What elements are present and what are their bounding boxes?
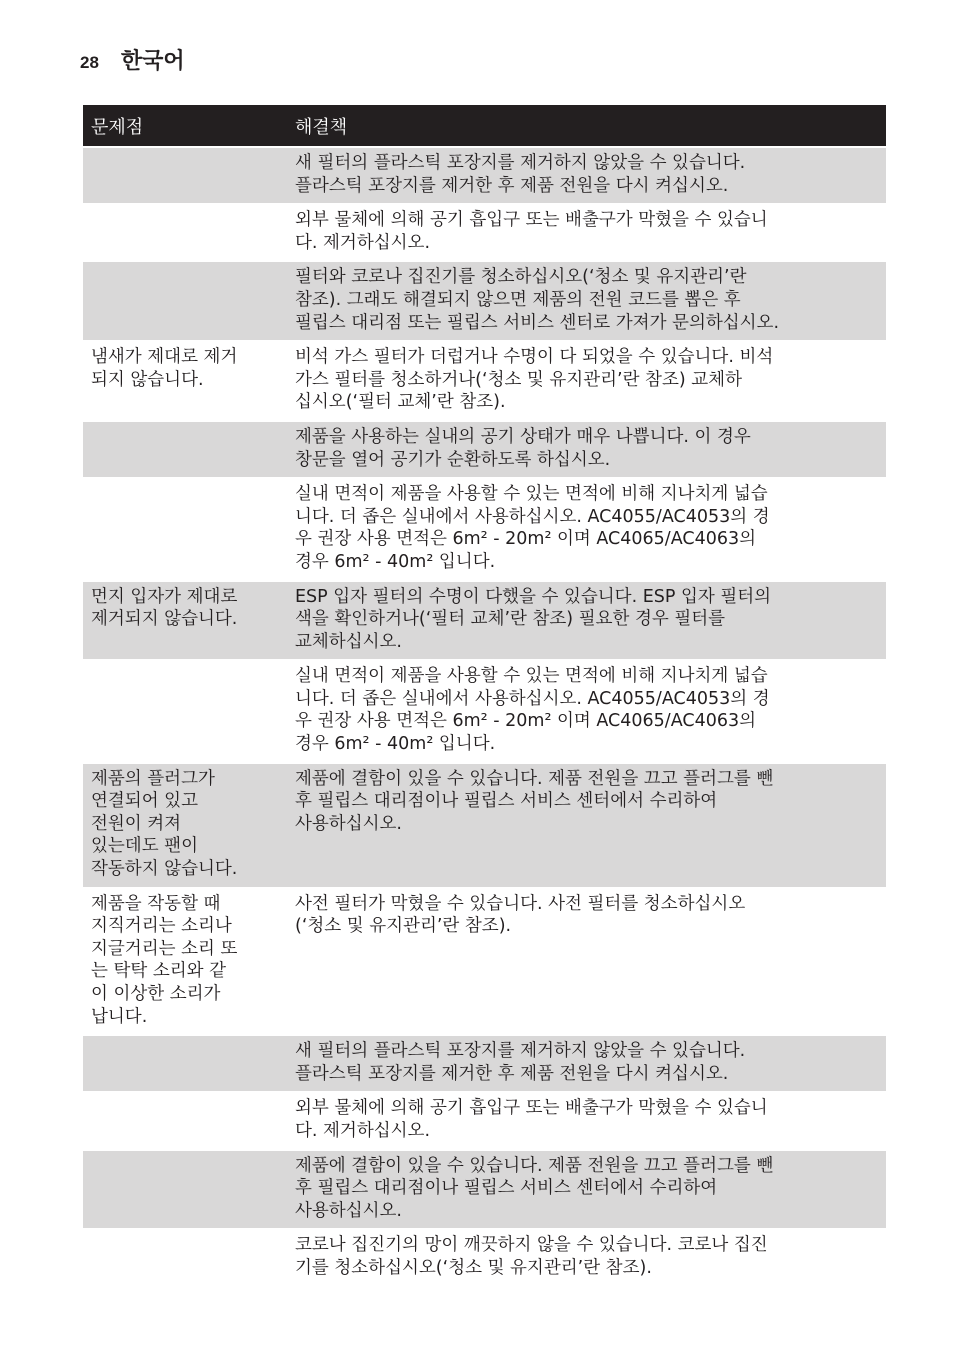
solution-cell: 외부 물체에 의해 공기 흡입구 또는 배출구가 막혔을 수 있습니 다. 제거하십시오. bbox=[285, 203, 886, 260]
problem-cell: 먼지 입자가 제대로 제거되지 않습니다. bbox=[83, 580, 285, 660]
problem-cell bbox=[83, 1228, 285, 1285]
table-row bbox=[83, 146, 886, 203]
solution-cell: 제품에 결함이 있을 수 있습니다. 제품 전원을 끄고 플러그를 뺀 후 필립스 대리점이나 필립스 서비스 센터에서 수리하여 사용하십시오. bbox=[285, 1149, 886, 1229]
column-header-problem: 문제점 bbox=[91, 116, 144, 138]
solution-cell: 새 필터의 플라스틱 포장지를 제거하지 않았을 수 있습니다. 플라스틱 포장지를 제거한 후 제품 전원을 다시 켜십시오. bbox=[285, 146, 886, 203]
solution-cell: 사전 필터가 막혔을 수 있습니다. 사전 필터를 청소하십시오 (‘청소 및 유지관리’란 참조). bbox=[285, 887, 886, 1035]
solution-cell: 필터와 코로나 집진기를 청소하십시오(‘청소 및 유지관리’란 참조). 그래도 해결되지 않으면 제품의 전원 코드를 뽑은 후 필립스 대리점 또는 필립스 서비스 센터로 가져가 문의하십시오. bbox=[285, 260, 886, 340]
problem-cell bbox=[83, 1034, 285, 1091]
solution-cell: 실내 면적이 제품을 사용할 수 있는 면적에 비해 지나치게 넓습 니다. 더 좁은 실내에서 사용하십시오. AC4055/AC4053의 경 우 권장 사용 면적은 6m² - 20m² 이며 AC4065/AC4063의 경우 6m² - 40m² 입니다. bbox=[285, 477, 886, 579]
table-row bbox=[83, 340, 886, 420]
solution-cell: 실내 면적이 제품을 사용할 수 있는 면적에 비해 지나치게 넓습 니다. 더 좁은 실내에서 사용하십시오. AC4055/AC4053의 경 우 권장 사용 면적은 6m² - 20m² 이며 AC4065/AC4063의 경우 6m² - 40m² 입니다. bbox=[285, 659, 886, 761]
solution-cell: 새 필터의 플라스틱 포장지를 제거하지 않았을 수 있습니다. 플라스틱 포장지를 제거한 후 제품 전원을 다시 켜십시오. bbox=[285, 1034, 886, 1091]
solution-cell: 제품에 결함이 있을 수 있습니다. 제품 전원을 끄고 플러그를 뺀 후 필립스 대리점이나 필립스 서비스 센터에서 수리하여 사용하십시오. bbox=[285, 762, 886, 887]
solution-cell: 코로나 집진기의 망이 깨끗하지 않을 수 있습니다. 코로나 집진 기를 청소하십시오(‘청소 및 유지관리’란 참조). bbox=[285, 1228, 886, 1285]
troubleshooting-table bbox=[83, 105, 886, 1286]
table-body bbox=[83, 146, 886, 1286]
problem-cell bbox=[83, 146, 285, 203]
table-row bbox=[83, 580, 886, 660]
solution-cell: 제품을 사용하는 실내의 공기 상태가 매우 나쁩니다. 이 경우 창문을 열어 공기가 순환하도록 하십시오. bbox=[285, 420, 886, 477]
table-row bbox=[83, 477, 886, 579]
solution-cell: 외부 물체에 의해 공기 흡입구 또는 배출구가 막혔을 수 있습니 다. 제거하십시오. bbox=[285, 1091, 886, 1148]
page-header bbox=[80, 44, 185, 74]
solution-cell: ESP 입자 필터의 수명이 다했을 수 있습니다. ESP 입자 필터의 색을 확인하거나(‘필터 교체’란 참조) 필요한 경우 필터를 교체하십시오. bbox=[285, 580, 886, 660]
problem-cell bbox=[83, 1149, 285, 1229]
table-row bbox=[83, 260, 886, 340]
solution-cell: 비석 가스 필터가 더럽거나 수명이 다 되었을 수 있습니다. 비석 가스 필터를 청소하거나(‘청소 및 유지관리’란 참조) 교체하 십시오(‘필터 교체’란 참조). bbox=[285, 340, 886, 420]
page-number: 28 bbox=[80, 53, 99, 72]
problem-cell: 제품의 플러그가 연결되어 있고 전원이 켜져 있는데도 팬이 작동하지 않습니다. bbox=[83, 762, 285, 887]
table-row bbox=[83, 887, 886, 1035]
problem-cell bbox=[83, 260, 285, 340]
table-row bbox=[83, 203, 886, 260]
problem-cell bbox=[83, 659, 285, 761]
table-row bbox=[83, 420, 886, 477]
column-header-solution: 해결책 bbox=[295, 116, 348, 138]
table-row bbox=[83, 1149, 886, 1229]
table-row bbox=[83, 762, 886, 887]
table-header-row bbox=[83, 105, 886, 146]
problem-cell bbox=[83, 477, 285, 579]
page-language-title: 한국어 bbox=[120, 49, 185, 74]
table-row bbox=[83, 1228, 886, 1285]
problem-cell bbox=[83, 420, 285, 477]
problem-cell bbox=[83, 1091, 285, 1148]
table-row bbox=[83, 1034, 886, 1091]
table-row bbox=[83, 659, 886, 761]
problem-cell: 제품을 작동할 때 지직거리는 소리나 지글거리는 소리 또 는 탁탁 소리와 같 이 이상한 소리가 납니다. bbox=[83, 887, 285, 1035]
table-row bbox=[83, 1091, 886, 1148]
problem-cell: 냄새가 제대로 제거 되지 않습니다. bbox=[83, 340, 285, 420]
problem-cell bbox=[83, 203, 285, 260]
